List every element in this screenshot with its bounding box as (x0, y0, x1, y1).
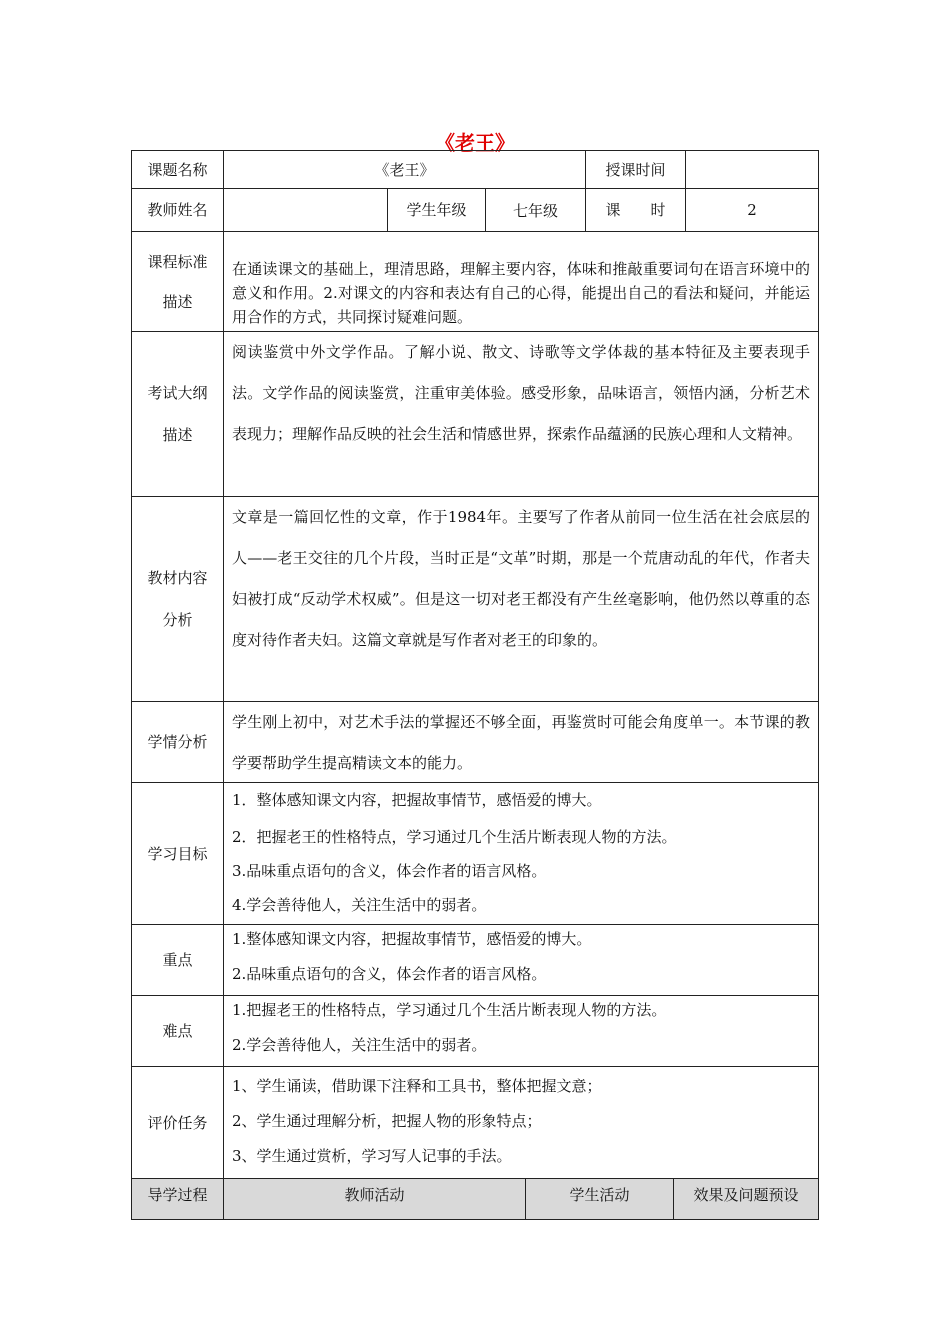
class-time-value (686, 151, 818, 188)
curriculum-standard-label (132, 232, 224, 331)
document-title: 《老王》 (435, 131, 515, 155)
learner-analysis-text: 学生刚上初中，对艺术手法的掌握还不够全面，再鉴赏时可能会角度单一。本节课的教学要帮助学生提高精读文本的能力。 (232, 713, 810, 772)
student-grade-value: 七年级 (486, 189, 586, 231)
evaluation-task-item: 3、学生通过赏析，学习写人记事的手法。 (232, 1147, 512, 1165)
learner-analysis-row (131, 701, 819, 782)
difficult-points-label: 难点 (132, 996, 224, 1066)
difficult-points-list (224, 996, 818, 1066)
exam-outline-text: 阅读鉴赏中外文学作品。了解小说、散文、诗歌等文学体裁的基本特征及主要表现手法。文学作品的阅读鉴赏，注重审美体验。感受形象，品味语言，领悟内涵，分析艺术表现力；理解作品反映的社会生活和情感世界，探索作品蕴涵的民族心理和人文精神。 (232, 343, 810, 443)
process-header-teacher: 教师活动 (224, 1179, 526, 1219)
difficult-point-item: 1.把握老王的性格特点，学习通过几个生活片断表现人物的方法。 (232, 1001, 667, 1019)
curriculum-standard-row (131, 231, 819, 331)
evaluation-task-item: 2、学生通过理解分析，把握人物的形象特点； (232, 1112, 542, 1130)
key-points-label: 重点 (132, 925, 224, 995)
key-point-item: 1.整体感知课文内容，把握故事情节，感悟爱的博大。 (232, 930, 592, 948)
course-name-label: 课题名称 (132, 151, 224, 188)
learner-analysis-label: 学情分析 (132, 702, 224, 782)
curriculum-standard-label-line1: 课程标准 (147, 252, 208, 271)
learning-goal-item: 4.学会善待他人，关注生活中的弱者。 (232, 896, 487, 914)
course-row (131, 150, 819, 188)
class-hours-label: 课 时 (586, 189, 686, 231)
evaluation-tasks-row (131, 1066, 819, 1178)
process-header-stage: 导学过程 (132, 1179, 224, 1219)
exam-outline-label (132, 332, 224, 496)
evaluation-tasks-list (224, 1067, 818, 1178)
key-point-item: 2.品味重点语句的含义，体会作者的语言风格。 (232, 965, 547, 983)
exam-outline-row (131, 331, 819, 496)
evaluation-task-item: 1、学生诵读，借助课下注释和工具书，整体把握文意； (232, 1077, 602, 1095)
evaluation-tasks-label: 评价任务 (132, 1067, 224, 1178)
material-analysis-row (131, 496, 819, 701)
learning-goals-label: 学习目标 (132, 783, 224, 924)
lesson-plan-table (131, 150, 819, 1220)
process-header-effect: 效果及问题预设 (693, 1186, 799, 1204)
difficult-points-row (131, 995, 819, 1066)
teacher-name-label: 教师姓名 (132, 189, 224, 231)
teacher-name-value (224, 189, 388, 231)
class-time-label: 授课时间 (586, 151, 686, 188)
material-analysis-label-line1: 教材内容 (147, 569, 208, 587)
curriculum-standard-label-line2: 描述 (162, 292, 193, 311)
key-points-list (224, 925, 818, 995)
exam-outline-label-line2: 描述 (162, 426, 193, 444)
course-name-value: 《老王》 (224, 151, 586, 188)
difficult-point-item: 2.学会善待他人，关注生活中的弱者。 (232, 1036, 487, 1054)
learning-goal-item: 2．把握老王的性格特点，学习通过几个生活片断表现人物的方法。 (232, 828, 677, 846)
process-header-row (131, 1178, 819, 1220)
learning-goals-list (224, 783, 818, 924)
exam-outline-label-line1: 考试大纲 (147, 384, 208, 402)
material-analysis-label-line2: 分析 (162, 611, 193, 629)
class-hours-value: 2 (747, 201, 757, 219)
student-grade-label: 学生年级 (388, 189, 486, 231)
material-analysis-text: 文章是一篇回忆性的文章，作于1984年。主要写了作者从前同一位生活在社会底层的人——老王交往的几个片段，当时正是“文革”时期，那是一个荒唐动乱的年代，作者夫妇被打成“反动学术权威”。但是这一切对老王都没有产生丝毫影响，他仍然以尊重的态度对待作者夫妇。这篇文章就是写作者对老王的印象的。 (232, 508, 810, 649)
learning-goals-row (131, 782, 819, 924)
learning-goal-item: 1．整体感知课文内容，把握故事情节，感悟爱的博大。 (232, 791, 602, 809)
curriculum-standard-text: 在通读课文的基础上，理清思路，理解主要内容，体味和推敲重要词句在语言环境中的意义和作用。2.对课文的内容和表达有自己的心得，能提出自己的看法和疑问，并能运用合作的方式，共同探讨疑难问题。 (232, 260, 810, 326)
key-points-row (131, 924, 819, 995)
material-analysis-label (132, 497, 224, 701)
learning-goal-item: 3.品味重点语句的含义，体会作者的语言风格。 (232, 862, 547, 880)
process-header-student: 学生活动 (526, 1179, 674, 1219)
teacher-row (131, 188, 819, 231)
